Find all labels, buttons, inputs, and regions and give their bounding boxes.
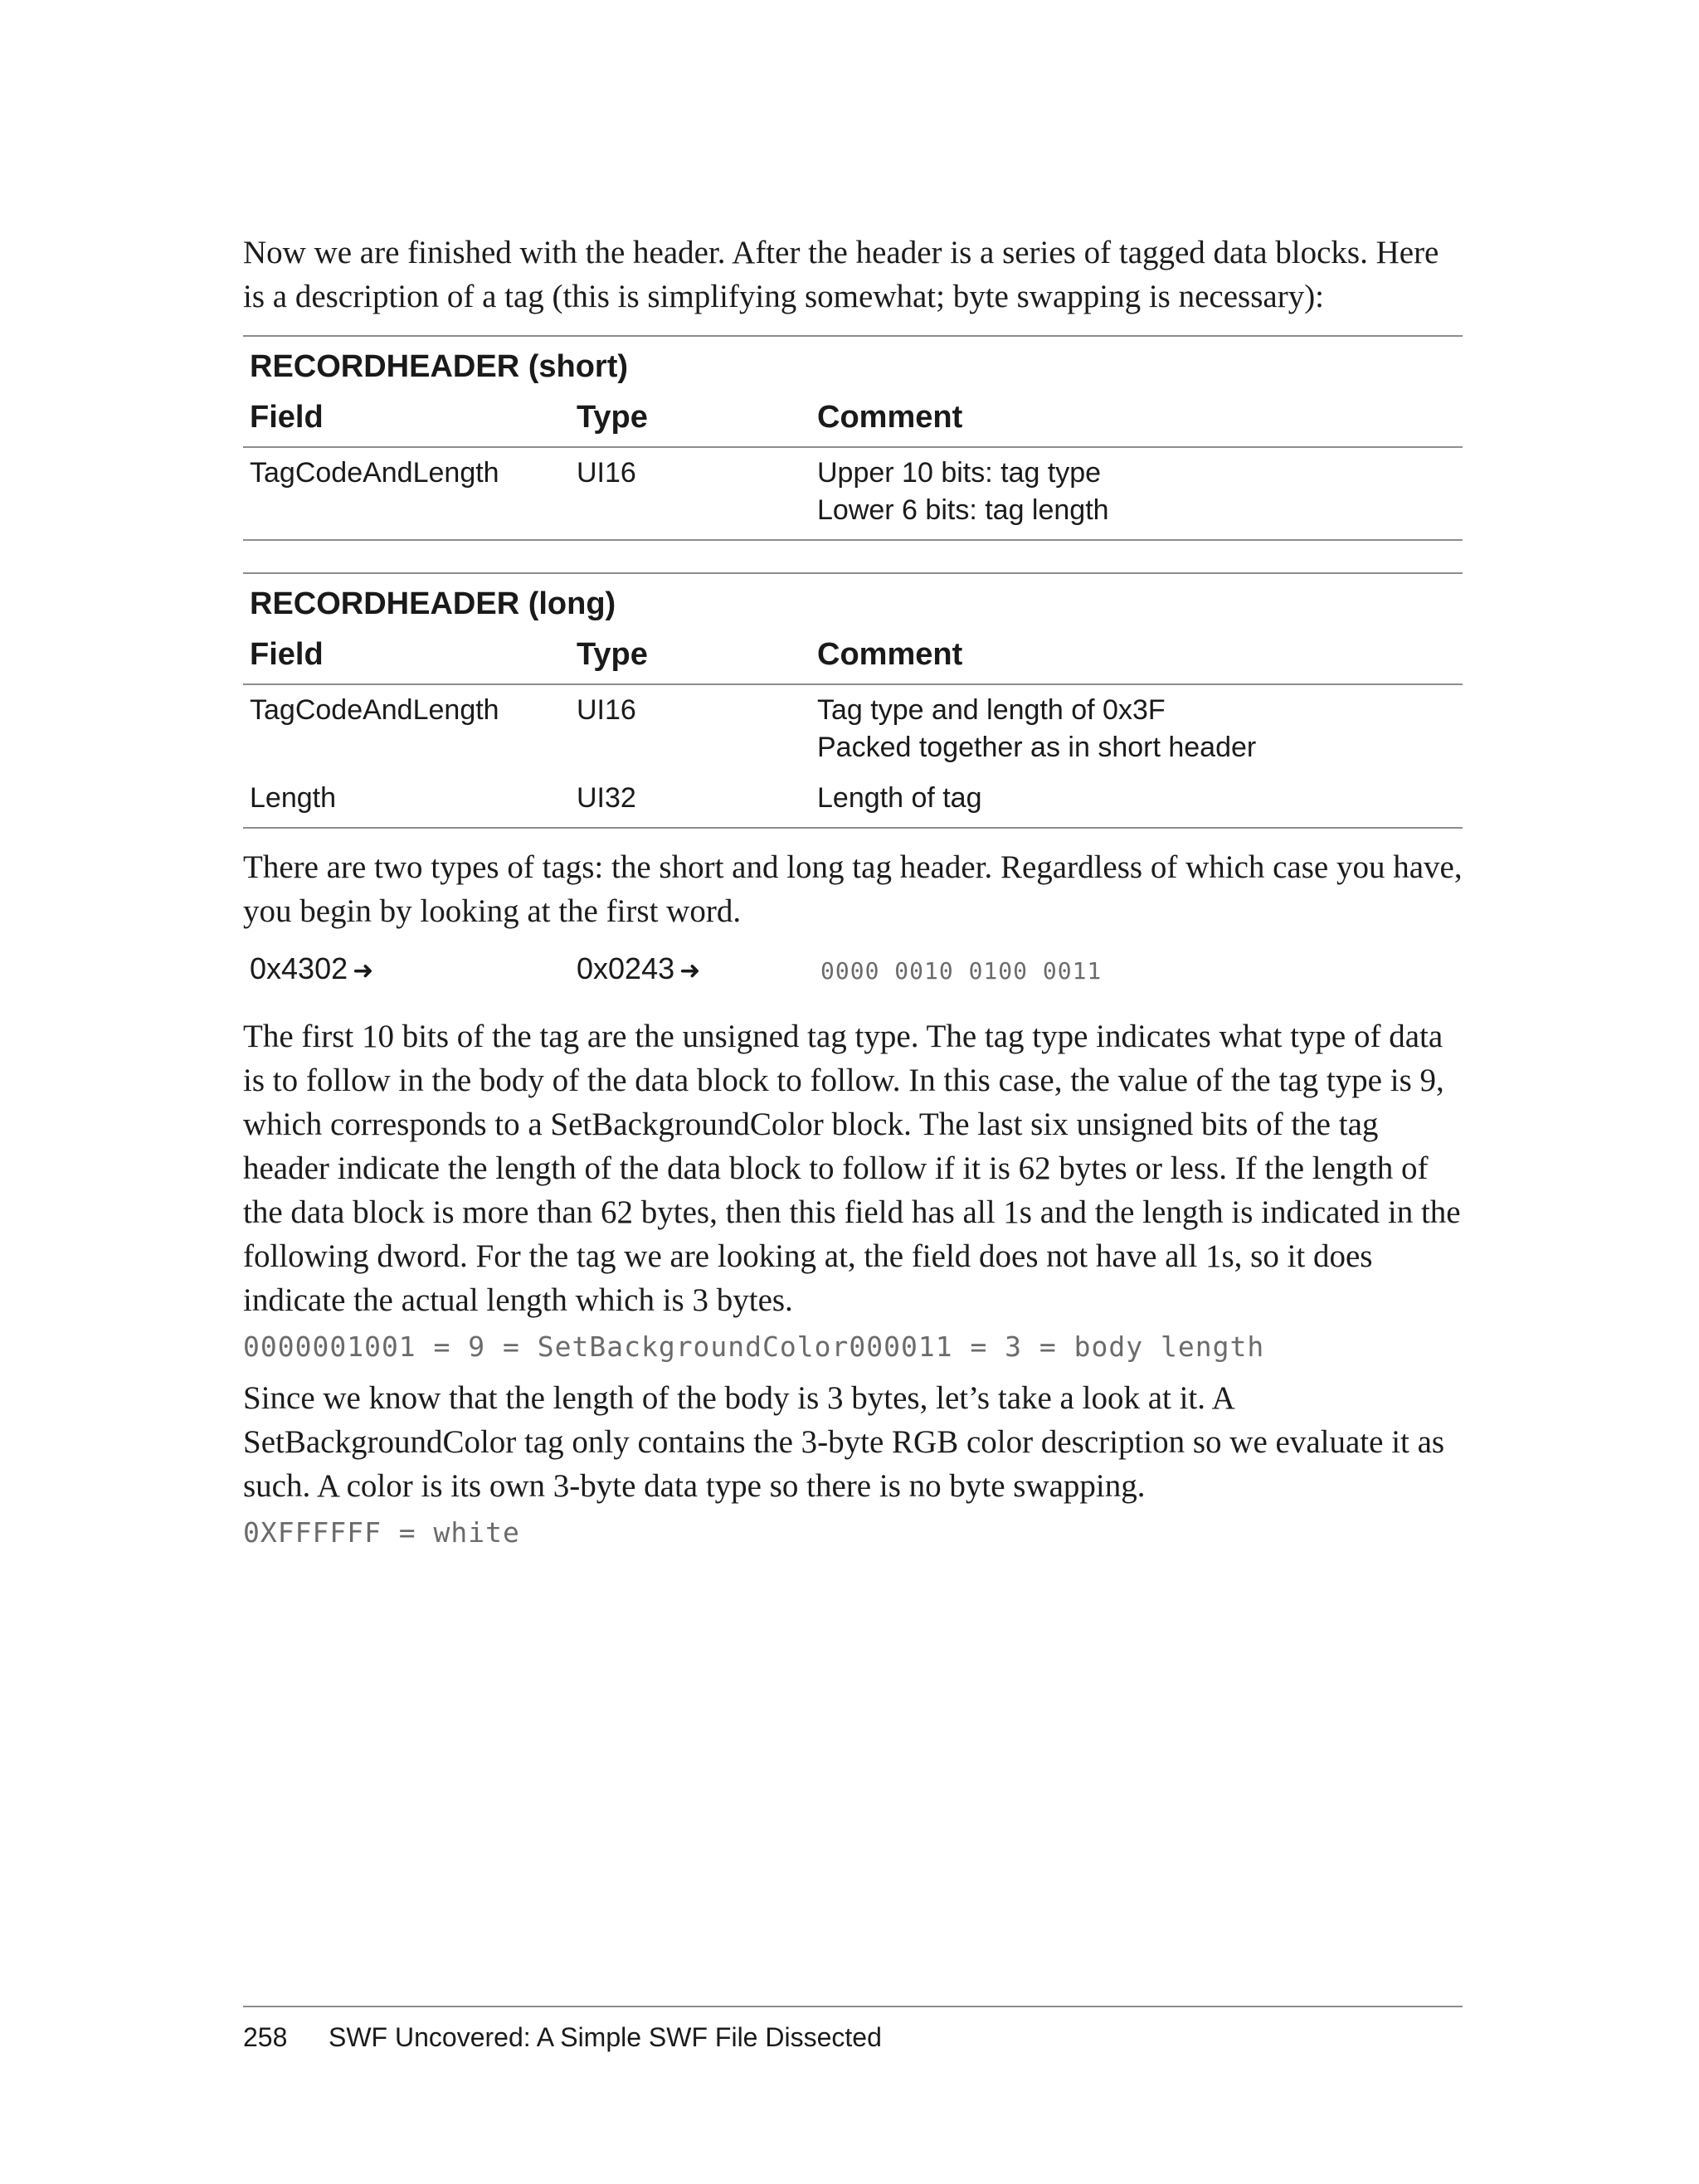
binary-word: 0000 0010 0100 0011 bbox=[820, 957, 1103, 985]
code-line-color: 0XFFFFFF = white bbox=[243, 1516, 520, 1549]
page-content bbox=[243, 231, 1463, 1549]
tags-paragraph: There are two types of tags: the short and long tag header. Regardless of which case you have, you begin by looking at the first word. bbox=[243, 849, 1463, 929]
column-header-comment: Comment bbox=[817, 637, 963, 672]
column-header-field: Field bbox=[250, 400, 324, 435]
table-row bbox=[243, 776, 1463, 827]
bits-paragraph: The first 10 bits of the tag are the unsigned tag type. The tag type indicates what type of data is to follow in the body of the data block to follow. In this case, the value of the tag type is 9, which corresponds to a SetBackgroundColor block. The last six unsigned bits of the tag header indicate the length of the data block to follow if it is 62 bytes or less. If the length of the data block is more than 62 bytes, then this field has all 1s and the length is indicated in the following dword. For the tag we are looking at, the field does not have all 1s, so it does indicate the actual length which is 3 bytes. bbox=[243, 1019, 1461, 1318]
table-row bbox=[243, 448, 1463, 539]
column-header-comment: Comment bbox=[817, 400, 963, 435]
cell-field: TagCodeAndLength bbox=[250, 694, 499, 726]
code-line-tag-bits: 0000001001 = 9 = SetBackgroundColor000011 = 3 = body length bbox=[243, 1330, 1265, 1363]
cell-type: UI16 bbox=[577, 694, 636, 726]
cell-field: TagCodeAndLength bbox=[250, 457, 499, 489]
comment-line: Packed together as in short header bbox=[817, 732, 1257, 763]
table-title: RECORDHEADER (short) bbox=[250, 349, 628, 384]
page-footer bbox=[243, 2006, 1463, 2053]
running-title: SWF Uncovered: A Simple SWF File Dissected bbox=[329, 2022, 882, 2052]
cell-comment bbox=[817, 692, 1463, 766]
cell-type: UI16 bbox=[577, 457, 636, 489]
arrow-right-icon: ➜ bbox=[353, 957, 374, 985]
body-paragraph: Since we know that the length of the body is 3 bytes, let’s take a look at it. A SetBackgroundColor tag only contains the 3-byte RGB color description so we evaluate it as such. A color is its own 3-byte data type so there is no byte swapping. bbox=[243, 1380, 1445, 1504]
cell-field: Length bbox=[250, 782, 336, 814]
cell-comment: Length of tag bbox=[817, 782, 982, 814]
page-number: 258 bbox=[243, 2022, 288, 2052]
column-header-type: Type bbox=[577, 400, 648, 435]
recordheader-long-table bbox=[243, 572, 1463, 829]
recordheader-short-table bbox=[243, 335, 1463, 541]
column-header-type: Type bbox=[577, 637, 648, 672]
intro-paragraph: Now we are finished with the header. After the header is a series of tagged data blocks. Here is a description of a tag (this is simplifying somewhat; byte swapping is necessary): bbox=[243, 235, 1439, 314]
raw-word-value: 0x4302 bbox=[250, 951, 348, 985]
table-title: RECORDHEADER (long) bbox=[250, 586, 616, 621]
table-row bbox=[243, 685, 1463, 776]
cell-type: UI32 bbox=[577, 782, 636, 814]
comment-line: Lower 6 bits: tag length bbox=[817, 494, 1109, 526]
column-header-field: Field bbox=[250, 637, 324, 672]
comment-line: Upper 10 bits: tag type bbox=[817, 457, 1102, 489]
table-header-row bbox=[243, 625, 1463, 685]
table-header-row bbox=[243, 388, 1463, 448]
word-example bbox=[243, 951, 1463, 993]
cell-comment bbox=[817, 455, 1463, 529]
swapped-word-value: 0x0243 bbox=[577, 951, 675, 985]
arrow-right-icon: ➜ bbox=[679, 957, 701, 985]
comment-line: Tag type and length of 0x3F bbox=[817, 694, 1166, 726]
raw-word bbox=[243, 951, 577, 986]
swapped-word bbox=[577, 951, 817, 986]
